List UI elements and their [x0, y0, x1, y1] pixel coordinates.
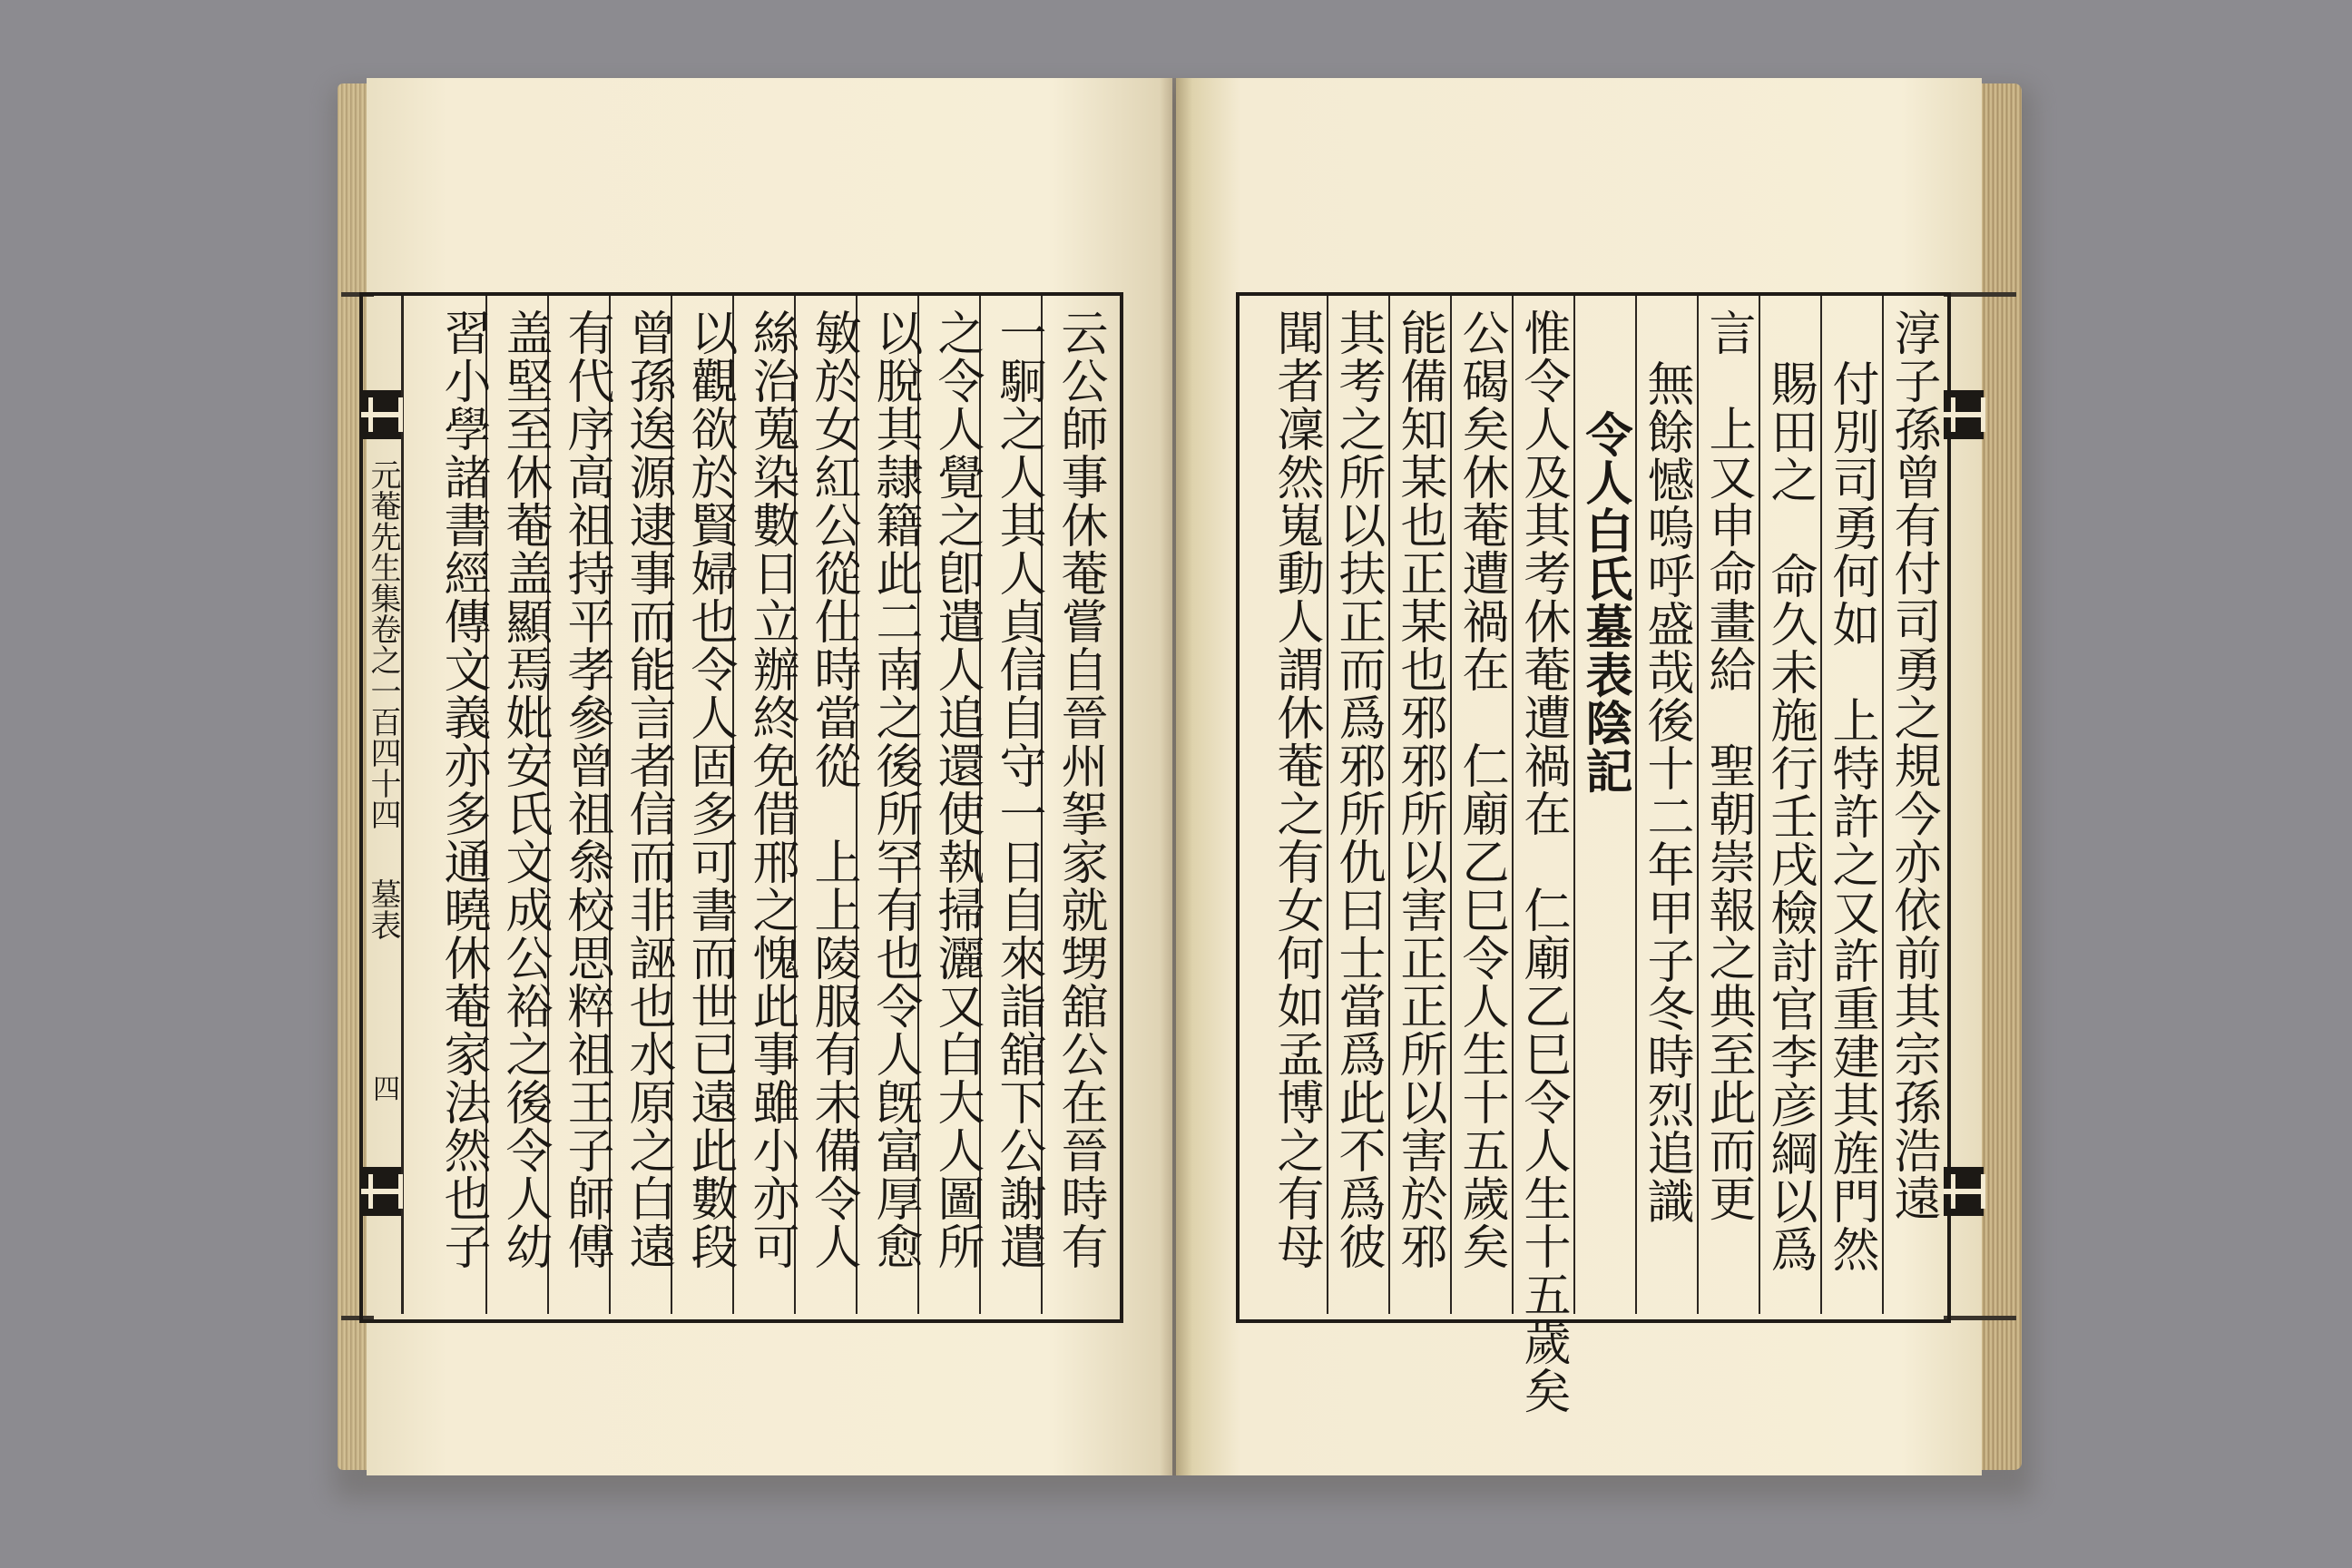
- column-rule: [1388, 296, 1390, 1314]
- fish-tail-mark-right-bottom: [1944, 1167, 1984, 1216]
- binding-thread-bottom-right: [1944, 1316, 2016, 1320]
- left-text-column-3: 之令人覺之卽遣人追還使執掃灑又白大人圖所: [929, 309, 984, 1270]
- fish-tail-mark-right-top: [1944, 390, 1984, 439]
- column-rule: [1882, 296, 1884, 1314]
- left-text-column-8: 曾孫逘源逮事而能言者信而非誣也水原之白遠: [621, 309, 675, 1270]
- column-rule: [1327, 296, 1328, 1314]
- right-text-column-11: 聞者凜然嵬動人謂休菴之有女何如孟博之有母: [1269, 309, 1323, 1270]
- right-text-column-3: 賜田之 命久未施行壬戌檢討官李彦綱以爲: [1762, 359, 1817, 1273]
- left-text-column-1: 云公師事休菴嘗自晉州挐家就甥舘公在晉時有: [1053, 309, 1107, 1270]
- fish-tail-mark-bottom: [361, 1167, 401, 1216]
- inscription-title: 令人白氏墓表陰記: [1577, 410, 1632, 795]
- column-rule: [1573, 296, 1575, 1314]
- column-rule: [1512, 296, 1514, 1314]
- right-text-column-7: 惟令人及其考休菴遭禍在 仁廟乙巳令人生十五歲矣: [1515, 309, 1570, 1415]
- left-text-column-2: 一駉之人其人貞信自守一日自來詣舘下公謝遣: [991, 309, 1045, 1270]
- section-label-margin: 墓表: [365, 878, 401, 940]
- right-text-column-4: 言 上又申命畫給 聖朝崇報之典至此而更: [1700, 309, 1755, 1222]
- column-rule: [1450, 296, 1452, 1314]
- left-text-column-10: 盖堅至休菴盖顯焉妣安氏文成公裕之後令人幼: [497, 309, 552, 1270]
- left-text-column-11: 習小學諸書經傳文義亦多通曉休菴家法然也子: [436, 309, 490, 1270]
- book-gutter: [1160, 78, 1192, 1475]
- right-text-column-9: 能備知某也正某也邪邪所以害正正所以害於邪: [1392, 309, 1446, 1270]
- right-text-column-10: 其考之所以扶正而爲邪所仇曰士當爲此不爲彼: [1330, 309, 1385, 1270]
- column-rule: [1820, 296, 1822, 1314]
- right-text-column-5: 無餘憾嗚呼盛哉後十二年甲子冬時烈追識: [1639, 359, 1693, 1225]
- left-text-column-5: 敏於女紅公從仕時當從 上上陵服有未備令人: [806, 309, 860, 1270]
- left-text-column-7: 以觀欲於賢婦也令人固多可書而世已遠此數段: [682, 309, 737, 1270]
- page-number-margin: 四: [368, 1074, 399, 1102]
- column-rule: [1759, 296, 1760, 1314]
- book-title-margin: 元菴先生集卷之一百四十四: [365, 459, 401, 829]
- left-text-column-4: 以脫其隷籍此二南之後所罕有也令人旣富厚愈: [867, 309, 922, 1270]
- left-text-column-6: 絲治蒐染數日立辦終免借邢之愧此事雖小亦可: [744, 309, 799, 1270]
- column-rule: [1635, 296, 1637, 1314]
- column-rule: [1697, 296, 1699, 1314]
- left-text-column-9: 有代序高祖持平孝參曾祖叅校思粹祖王子師傅: [559, 309, 613, 1270]
- right-text-column-8: 公碣矣休菴遭禍在 仁廟乙巳令人生十五歲矣: [1454, 309, 1508, 1270]
- right-text-column-2: 付別司勇何如 上特許之又許重建其旌門然: [1824, 359, 1878, 1273]
- binding-thread-top-right: [1944, 292, 2016, 297]
- fish-tail-mark-top: [361, 390, 401, 439]
- right-text-column-1: 淳子孫曾有付司勇之規今亦依前其宗孫浩遠: [1886, 309, 1940, 1222]
